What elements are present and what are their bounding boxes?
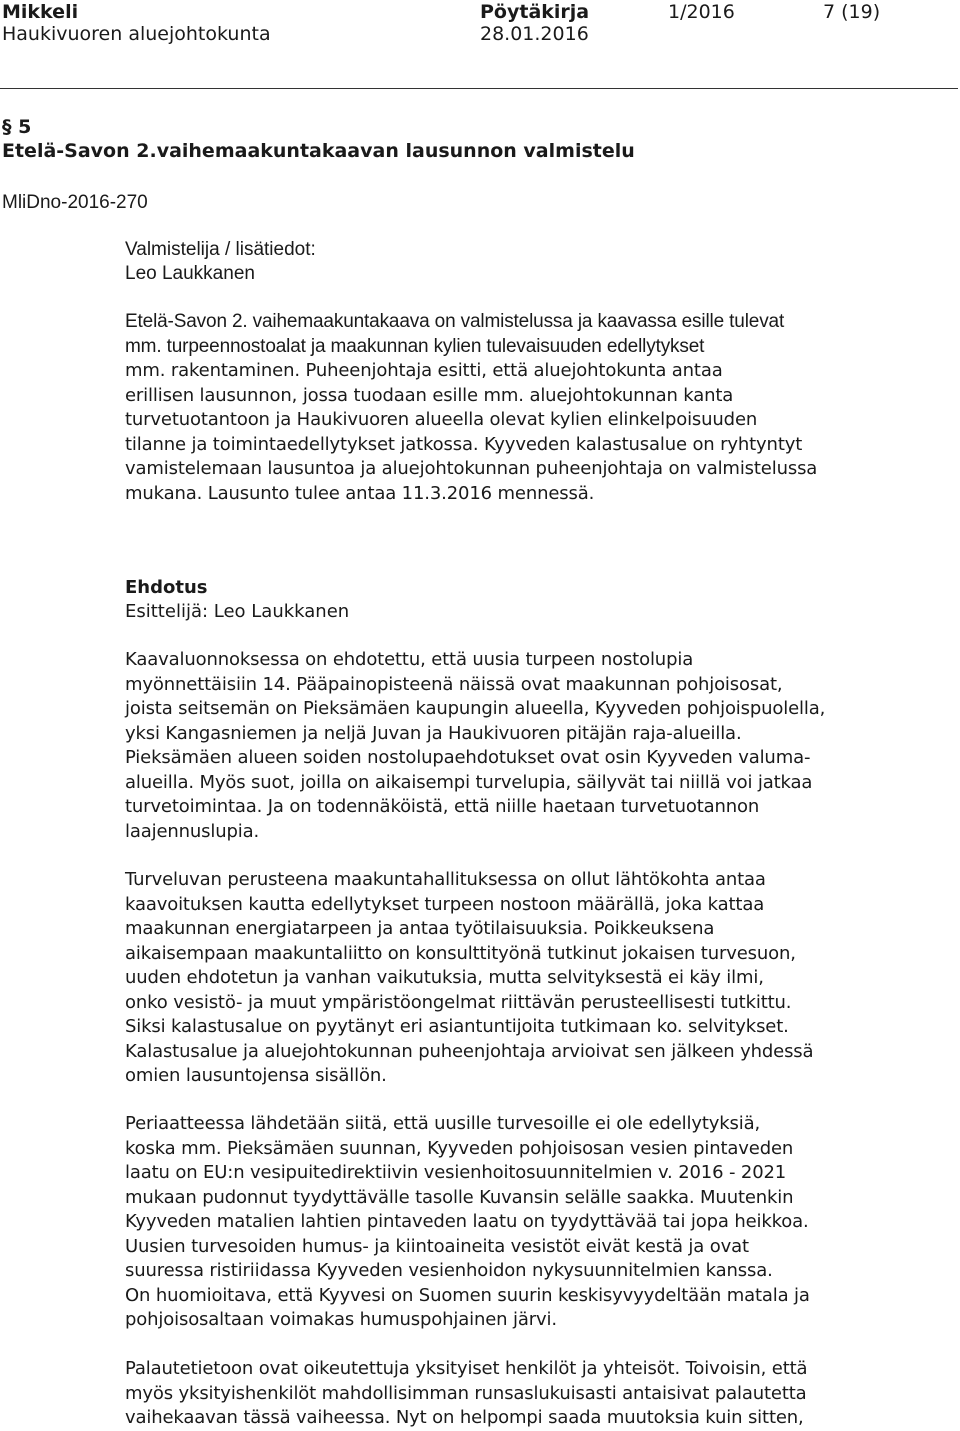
intro-line: mukana. Lausunto tulee antaa 11.3.2016 mennessä.	[125, 482, 595, 504]
section-number: § 5	[2, 116, 32, 138]
paragraph-line: Kaavaluonnoksessa on ehdotettu, että uusia turpeen nostolupia	[125, 649, 694, 670]
paragraph-line: yksi Kangasniemen ja neljä Juvan ja Haukivuoren pitäjän raja-alueilla.	[125, 722, 742, 744]
paragraph-line: Kyyveden matalien lahtien pintaveden laatu on tyydyttävää tai jopa heikkoa.	[125, 1211, 809, 1232]
paragraph-line: Periaatteessa lähdetään siitä, että uusille turvesoille ei ole edellytyksiä,	[125, 1113, 761, 1134]
paragraph-line: Pieksämäen alueen soiden nostolupaehdotukset ovat osin Kyyveden valuma-	[125, 747, 811, 768]
proposal-paragraph	[125, 1112, 925, 1333]
paragraph-line: suuressa ristiriidassa Kyyveden vesienhoidon nykysuunnitelmien kanssa.	[125, 1260, 773, 1281]
paragraph-line: uuden ehdotetun ja vanhan vaikutuksia, mutta selvityksestä ei käy ilmi,	[125, 967, 764, 988]
header-meeting-number: 1/2016	[668, 1, 735, 23]
paragraph-line: maakunnan energiatarpeen ja antaa työtilaisuuksia. Poikkeuksena	[125, 918, 715, 939]
record-number: MliDno-2016-270	[2, 192, 148, 213]
intro-line: turvetuotantoon ja Haukivuoren alueella olevat kylien elinkelpoisuuden	[125, 409, 758, 430]
paragraph-line: myös yksityishenkilöt mahdollisimman runsaslukuisasti antaisivat palautetta	[125, 1382, 807, 1404]
paragraph-line: koska mm. Pieksämäen suunnan, Kyyveden pohjoisosan vesien pintaveden	[125, 1137, 794, 1159]
preparer-name: Leo Laukkanen	[125, 263, 255, 284]
paragraph-line: vaihekaavan tässä vaiheessa. Nyt on helpompi saada muutoksia kuin sitten,	[125, 1407, 804, 1428]
header-org: Mikkeli	[2, 1, 79, 23]
paragraph-line: Siksi kalastusalue on pyytänyt eri asiantuntijoita tutkimaan ko. selvitykset.	[125, 1016, 789, 1037]
header-page-number: 7 (19)	[823, 1, 881, 23]
paragraph-line: mukaan pudonnut tyydyttävälle tasolle Kuvansin selälle saakka. Muutenkin	[125, 1186, 794, 1208]
proposal-paragraph	[125, 1357, 925, 1431]
intro-line: mm. turpeennostoalat ja maakunnan kylien tulevaisuuden edellytykset	[125, 335, 705, 357]
intro-line: tilanne ja toimintaedellytykset jatkossa. Kyyveden kalastusalue on ryhtyntyt	[125, 433, 803, 455]
proposal-paragraph	[125, 648, 925, 844]
intro-line: Etelä-Savon 2. vaihemaakuntakaava on valmistelussa ja kaavassa esille tulevat	[125, 311, 785, 332]
intro-line: vamistelemaan lausuntoa ja aluejohtokunnan puheenjohtaja on valmistelussa	[125, 458, 818, 479]
header-divider	[0, 88, 958, 89]
proposal-paragraph	[125, 868, 925, 1089]
paragraph-line: pohjoisosaltaan voimakas humuspohjainen järvi.	[125, 1309, 557, 1330]
section-title: Etelä-Savon 2.vaihemaakuntakaavan lausunnon valmistelu	[2, 140, 635, 162]
intro-line: erillisen lausunnon, jossa tuodaan esille mm. aluejohtokunnan kanta	[125, 384, 734, 406]
preparer-label: Valmistelija / lisätiedot:	[125, 239, 316, 260]
paragraph-line: Uusien turvesoiden humus- ja kiintoaineita vesistöt eivät kestä ja ovat	[125, 1235, 749, 1257]
paragraph-line: turvetoimintaa. Ja on todennäköistä, että niille haetaan turvetuotannon	[125, 796, 760, 817]
paragraph-line: kaavoituksen kautta edellytykset turpeen nostoon määrällä, joka kattaa	[125, 893, 765, 915]
paragraph-line: Palautetietoon ovat oikeutettuja yksityiset henkilöt ja yhteisöt. Toivoisin, että	[125, 1358, 808, 1379]
paragraph-line: Kalastusalue ja aluejohtokunnan puheenjohtaja arvioivat sen jälkeen yhdessä	[125, 1040, 814, 1062]
proposal-heading: Ehdotus	[125, 577, 208, 598]
paragraph-line: Turveluvan perusteena maakuntahallituksessa on ollut lähtökohta antaa	[125, 869, 766, 890]
paragraph-line: myönnettäisiin 14. Pääpainopisteenä näissä ovat maakunnan pohjoisosat,	[125, 673, 783, 695]
intro-line: mm. rakentaminen. Puheenjohtaja esitti, että aluejohtokunta antaa	[125, 360, 723, 381]
paragraph-line: alueilla. Myös suot, joilla on aikaisempi turvelupia, säilyvät tai niillä voi jatkaa	[125, 771, 813, 793]
proposal-presenter: Esittelijä: Leo Laukkanen	[125, 601, 350, 622]
paragraph-line: joista seitsemän on Pieksämäen kaupungin alueella, Kyyveden pohjoispuolella,	[125, 698, 826, 719]
paragraph-line: laajennuslupia.	[125, 820, 260, 842]
header-date: 28.01.2016	[480, 23, 589, 45]
intro-paragraph	[125, 310, 925, 506]
paragraph-line: onko vesistö- ja muut ympäristöongelmat riittävän perusteellisesti tutkittu.	[125, 991, 792, 1013]
paragraph-line: aikaisempaan maakuntaliitto on konsulttityönä tutkinut jokaisen turvesuon,	[125, 942, 796, 964]
paragraph-line: omien lausuntojensa sisällön.	[125, 1065, 387, 1086]
paragraph-line: On huomioitava, että Kyyvesi on Suomen suurin keskisyvyydeltään matala ja	[125, 1284, 810, 1306]
header-board: Haukivuoren aluejohtokunta	[2, 23, 271, 45]
paragraph-line: laatu on EU:n vesipuitedirektiivin vesienhoitosuunnitelmien v. 2016 - 2021	[125, 1162, 787, 1183]
header-doc-type: Pöytäkirja	[480, 1, 590, 23]
